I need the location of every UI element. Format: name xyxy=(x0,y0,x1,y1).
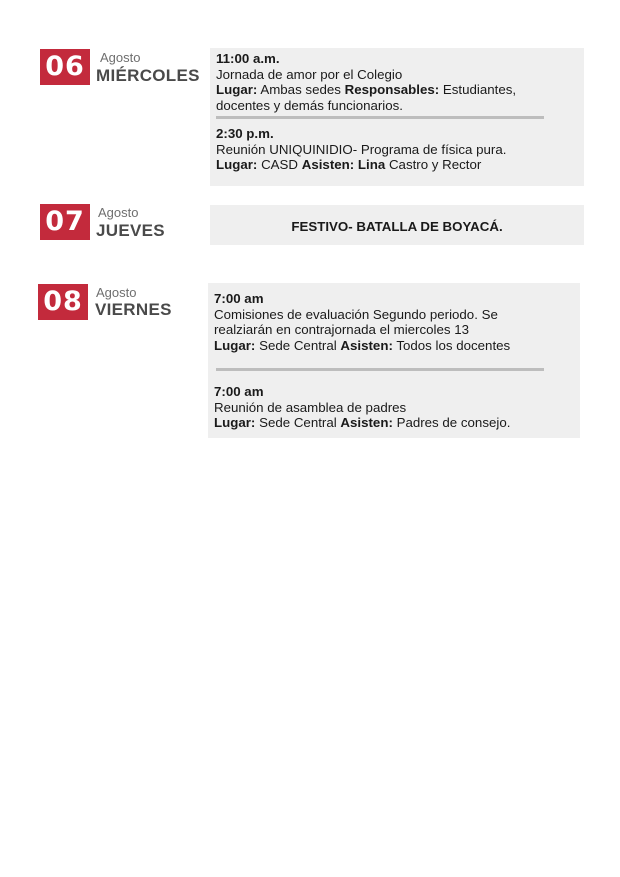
events-panel-06 xyxy=(210,48,584,186)
weekday-label: JUEVES xyxy=(96,221,165,240)
asisten-name: Lina xyxy=(357,157,386,172)
event-item xyxy=(214,291,574,353)
event-time: 7:00 am xyxy=(214,291,264,306)
lugar-label: Lugar: xyxy=(214,337,256,353)
lugar-label: Lugar: xyxy=(214,415,256,430)
event-item xyxy=(216,51,578,113)
asisten-label: Asisten: xyxy=(340,415,393,430)
event-title-cont: realziarán en contrajornada el miercoles 13 xyxy=(214,322,469,337)
lugar-value: Ambas sedes xyxy=(260,82,341,97)
event-item xyxy=(214,384,574,431)
event-title: Reunión de asamblea de padres xyxy=(214,399,407,415)
event-item xyxy=(216,126,578,173)
event-time: 7:00 am xyxy=(214,384,264,399)
event-time: 2:30 p.m. xyxy=(216,126,274,141)
responsables-label: Responsables: xyxy=(344,82,440,97)
event-details xyxy=(216,82,578,98)
weekday-label: VIERNES xyxy=(95,300,172,319)
weekday-label: MIÉRCOLES xyxy=(96,66,200,85)
event-time: 11:00 a.m. xyxy=(216,51,280,66)
day-number: 06 xyxy=(40,49,90,85)
lugar-value: Sede Central xyxy=(259,337,337,353)
event-details xyxy=(214,338,574,354)
holiday-label: FESTIVO- BATALLA DE BOYACÁ. xyxy=(291,219,503,234)
asisten-label: Asisten: xyxy=(301,157,355,172)
day-number: 07 xyxy=(40,204,90,240)
responsables-value: Estudiantes, xyxy=(442,82,517,97)
event-divider xyxy=(216,116,544,119)
lugar-value: CASD xyxy=(261,157,299,172)
event-divider xyxy=(216,368,544,371)
month-label: Agosto xyxy=(96,285,137,300)
asisten-label: Asisten: xyxy=(340,337,393,353)
event-details xyxy=(214,415,574,431)
event-title: Jornada de amor por el Colegio xyxy=(216,66,403,82)
asisten-value: Castro y Rector xyxy=(388,157,482,172)
month-label: Agosto xyxy=(100,50,141,65)
lugar-label: Lugar: xyxy=(216,82,258,97)
events-panel-08 xyxy=(208,283,580,438)
asisten-value: Padres de consejo. xyxy=(396,415,511,430)
event-title: Reunión UNIQUINIDIO- Programa de física pura. xyxy=(216,141,507,157)
responsables-value-cont: docentes y demás funcionarios. xyxy=(216,97,404,113)
event-title: Comisiones de evaluación Segundo periodo. Se xyxy=(214,306,498,322)
lugar-label: Lugar: xyxy=(216,157,258,172)
asisten-value: Todos los docentes xyxy=(396,337,511,353)
event-details xyxy=(216,157,578,173)
month-label: Agosto xyxy=(98,205,139,220)
lugar-value: Sede Central xyxy=(259,415,337,430)
day-number: 08 xyxy=(38,284,88,320)
events-panel-07 xyxy=(210,205,584,245)
